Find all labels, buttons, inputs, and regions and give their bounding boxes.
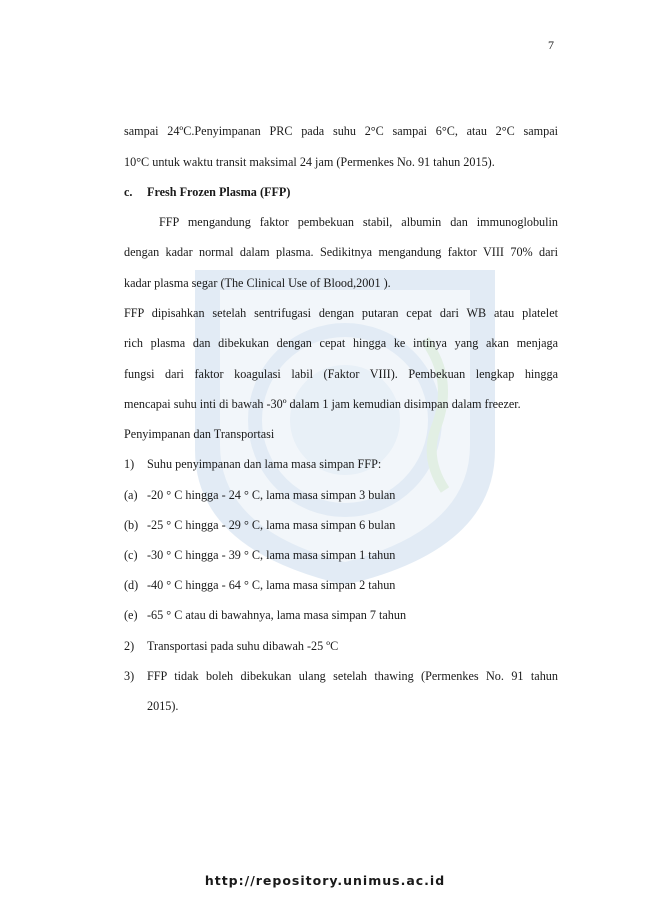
- paragraph-2-line-2: rich plasma dan dibekukan dengan cepat hingga ke intinya yang akan menjaga: [124, 336, 558, 350]
- section-label: c.: [124, 185, 133, 199]
- body-line-1: sampai 24ºC.Penyimpanan PRC pada suhu 2°C sampai 6°C, atau 2°C sampai: [124, 124, 558, 138]
- paragraph-2-line-3: fungsi dari faktor koagulasi labil (Faktor VIII). Pembekuan lengkap hingga: [124, 367, 558, 381]
- list-label: (b): [124, 518, 139, 532]
- paragraph-2-line-4: mencapai suhu inti di bawah -30º dalam 1 jam kemudian disimpan dalam freezer.: [124, 397, 521, 411]
- page-number: 7: [548, 38, 554, 52]
- list-label: 1): [124, 457, 135, 471]
- paragraph-2-line-1: FFP dipisahkan setelah sentrifugasi dengan putaran cepat dari WB atau platelet: [124, 306, 558, 320]
- university-seal-watermark: [165, 250, 525, 590]
- repository-url-footer: http://repository.unimus.ac.id: [204, 873, 446, 888]
- list-text: -65 ° C atau di bawahnya, lama masa simpan 7 tahun: [147, 608, 407, 622]
- list-text: -25 ° C hingga - 29 ° C, lama masa simpan 6 bulan: [147, 518, 396, 532]
- body-line-2: 10°C untuk waktu transit maksimal 24 jam (Permenkes No. 91 tahun 2015).: [124, 155, 495, 169]
- subheading: Penyimpanan dan Transportasi: [124, 427, 275, 441]
- list-text: -30 ° C hingga - 39 ° C, lama masa simpan 1 tahun: [147, 548, 396, 562]
- section-title: Fresh Frozen Plasma (FFP): [147, 185, 291, 199]
- paragraph-1-line-1: FFP mengandung faktor pembekuan stabil, albumin dan immunoglobulin: [159, 215, 558, 229]
- list-text: Suhu penyimpanan dan lama masa simpan FFP:: [147, 457, 382, 471]
- list-text: FFP tidak boleh dibekukan ulang setelah thawing (Permenkes No. 91 tahun: [147, 669, 558, 683]
- list-label: (e): [124, 608, 138, 622]
- paragraph-1-line-2: dengan kadar normal dalam plasma. Sedikitnya mengandung faktor VIII 70% dari: [124, 245, 558, 259]
- list-text: -40 ° C hingga - 64 ° C, lama masa simpan 2 tahun: [147, 578, 396, 592]
- list-label: (a): [124, 488, 138, 502]
- list-label: 2): [124, 639, 135, 653]
- list-label: 3): [124, 669, 135, 683]
- list-item-continuation: 2015).: [147, 699, 179, 713]
- list-label: (d): [124, 578, 139, 592]
- list-label: (c): [124, 548, 138, 562]
- paragraph-1-line-3: kadar plasma segar (The Clinical Use of Blood,2001 ).: [124, 276, 391, 290]
- list-text: Transportasi pada suhu dibawah -25 ºC: [147, 639, 339, 653]
- list-text: -20 ° C hingga - 24 ° C, lama masa simpan 3 bulan: [147, 488, 396, 502]
